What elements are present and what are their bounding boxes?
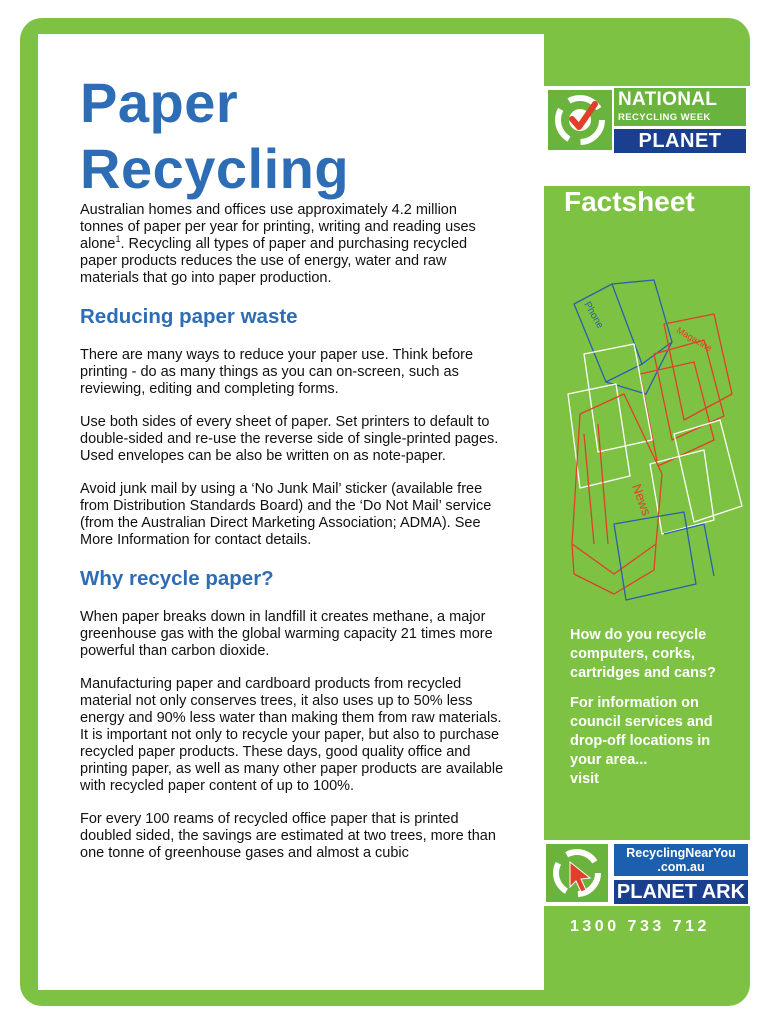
paragraph: Manufacturing paper and cardboard products from recycled material not only conserves trees, it also uses up to 50% less energy and 90% less water than making them from raw materials. It is important not only to recycle your paper, but also to purchase recycled paper products. These days, good quality office and printing paper, as well as many other paper products are available with recycled paper content of up to 100%. — [80, 676, 504, 794]
page-title — [80, 70, 504, 202]
paragraph: Avoid junk mail by using a ‘No Junk Mail’ sticker (available free from Distribution Standards Board) and the ‘Do Not Mail’ service (from the Australian Direct Marketing Association; ADMA). See More Information for contact details. — [80, 481, 492, 548]
sidebar-info: For information on council services and drop-off locations in your area... — [570, 695, 713, 768]
sidebar — [544, 34, 750, 990]
factsheet-label: Factsheet — [564, 186, 695, 217]
illustration-label-phone: Phone — [581, 300, 606, 331]
section-heading-why: Why recycle paper? — [80, 567, 274, 590]
national-recycling-week-logo — [544, 86, 750, 186]
logo-recycling-week: RECYCLING WEEK — [614, 112, 746, 126]
section-heading-reducing: Reducing paper waste — [80, 305, 298, 328]
logo-planet-ark: PLANET ARK — [614, 129, 746, 153]
intro-text-end: . Recycling all types of paper and purchasing recycled paper products reduces the use of energy, water and raw materials that go into paper production. — [80, 236, 468, 286]
illustration-label-magazine: Magazine — [675, 325, 714, 354]
illustration-label-news: News — [629, 481, 655, 518]
intro-text: Australian homes and offices use approximately 4.2 million tonnes of paper per year for printing, writing and reading uses alone — [80, 202, 476, 252]
logo-national: NATIONAL — [614, 88, 746, 112]
paragraph: Use both sides of every sheet of paper. Set printers to default to double-sided and re-use the reverse side of single-printed pages. Used envelopes can be also be written on as note-paper. — [80, 414, 499, 464]
main-content — [80, 70, 504, 878]
logo-recyclingnearyou-name: RecyclingNearYou — [626, 846, 736, 860]
sidebar-question: How do you recycle computers, corks, cartridges and cans? — [570, 627, 716, 681]
logo-recyclingnearyou-domain: .com.au — [657, 860, 705, 874]
title-line-2: Recycling — [80, 137, 350, 200]
phone-number: 1300 733 712 — [570, 918, 710, 935]
paragraph: There are many ways to reduce your paper use. Think before printing - do as many things as you can on-screen, such as reviewing, editing and completing forms. — [80, 347, 474, 397]
recycle-cursor-icon — [546, 844, 608, 902]
logo-wordmark — [614, 88, 746, 176]
sidebar-visit: visit — [570, 771, 600, 787]
logo-planet-ark-2: PLANET ARK — [614, 880, 748, 904]
recycling-near-you-logo[interactable] — [544, 840, 750, 906]
recycle-arrows-icon — [548, 90, 612, 150]
footnote-marker: 1 — [115, 234, 121, 245]
intro-paragraph — [80, 202, 504, 287]
paragraph: For every 100 reams of recycled office paper that is printed doubled sided, the savings are estimated at two trees, more than one tonne of greenhouse gases and almost a cubic — [80, 811, 496, 861]
logo-recyclingnearyou — [614, 844, 748, 876]
paragraph: When paper breaks down in landfill it creates methane, a major greenhouse gas with the global warming capacity 21 times more powerful than carbon dioxide. — [80, 609, 493, 659]
paper-items-illustration — [554, 244, 744, 624]
title-line-1: Paper — [80, 71, 239, 134]
